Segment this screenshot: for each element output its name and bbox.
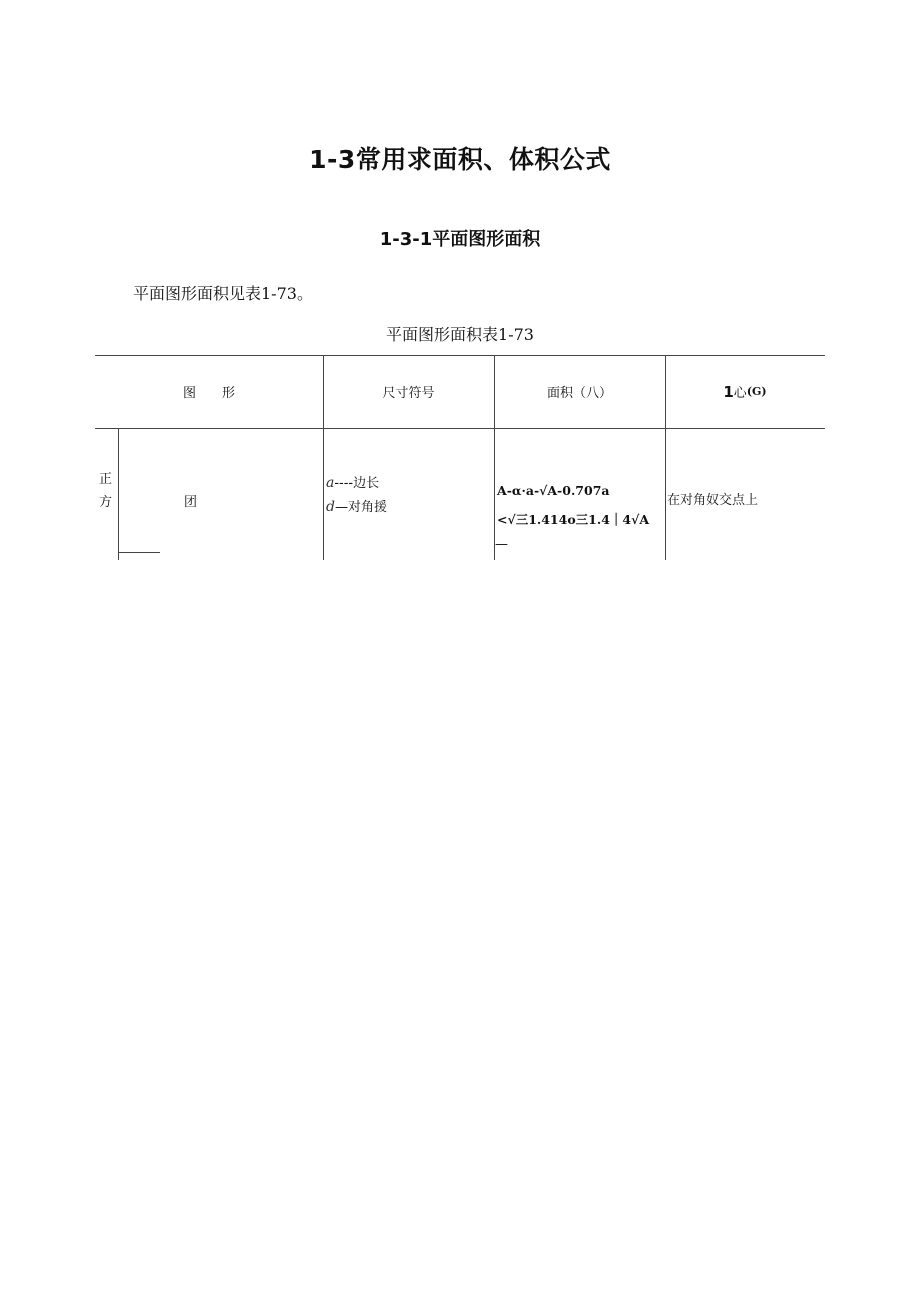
- section-heading: 1-3-1平面图形面积: [379, 229, 541, 250]
- header-centroid: [665, 355, 825, 428]
- intro-paragraph: 平面图形面积见表1-73。: [133, 284, 313, 303]
- row-symbol-a: [326, 472, 379, 491]
- header-bottom-rule: [95, 428, 825, 429]
- row-area-formula-2: <√三1.414o三1.4｜4√A: [497, 512, 650, 527]
- symbol-a-desc: ----边长: [334, 476, 380, 491]
- document-title: 1-3常用求面积、体积公式: [309, 145, 611, 174]
- row-area-formula-3: —: [495, 537, 508, 552]
- table-caption: 平面图形面积表1-73: [386, 325, 534, 344]
- area-formula-table: [95, 355, 825, 560]
- row-category-char-1: 正: [99, 472, 113, 487]
- header-symbols-label: 尺寸符号: [382, 386, 435, 401]
- header-area-label: 面积（八）: [546, 386, 612, 401]
- category-cell-bottom-rule: [118, 552, 160, 553]
- header-centroid-g: (G): [746, 385, 767, 398]
- header-shape: [95, 355, 323, 428]
- header-centroid-num: 1: [723, 382, 734, 401]
- symbol-a-var: a: [326, 475, 335, 491]
- row-centroid: 在对角奴交点上: [667, 493, 759, 508]
- header-symbols: [323, 355, 494, 428]
- category-divider: [118, 429, 119, 560]
- header-area: [494, 355, 665, 428]
- row-shape-label: 团: [184, 495, 198, 510]
- header-centroid-text: 心: [733, 386, 747, 401]
- row-area-formula-1: A-α·a-√A-0.707a: [497, 483, 610, 498]
- header-shape-label: 图 形: [182, 386, 235, 401]
- row-category-char-2: 方: [99, 495, 113, 510]
- row-symbol-d: [326, 496, 387, 515]
- symbol-d-desc: —对角援: [334, 500, 387, 515]
- symbol-d-var: d: [326, 499, 335, 515]
